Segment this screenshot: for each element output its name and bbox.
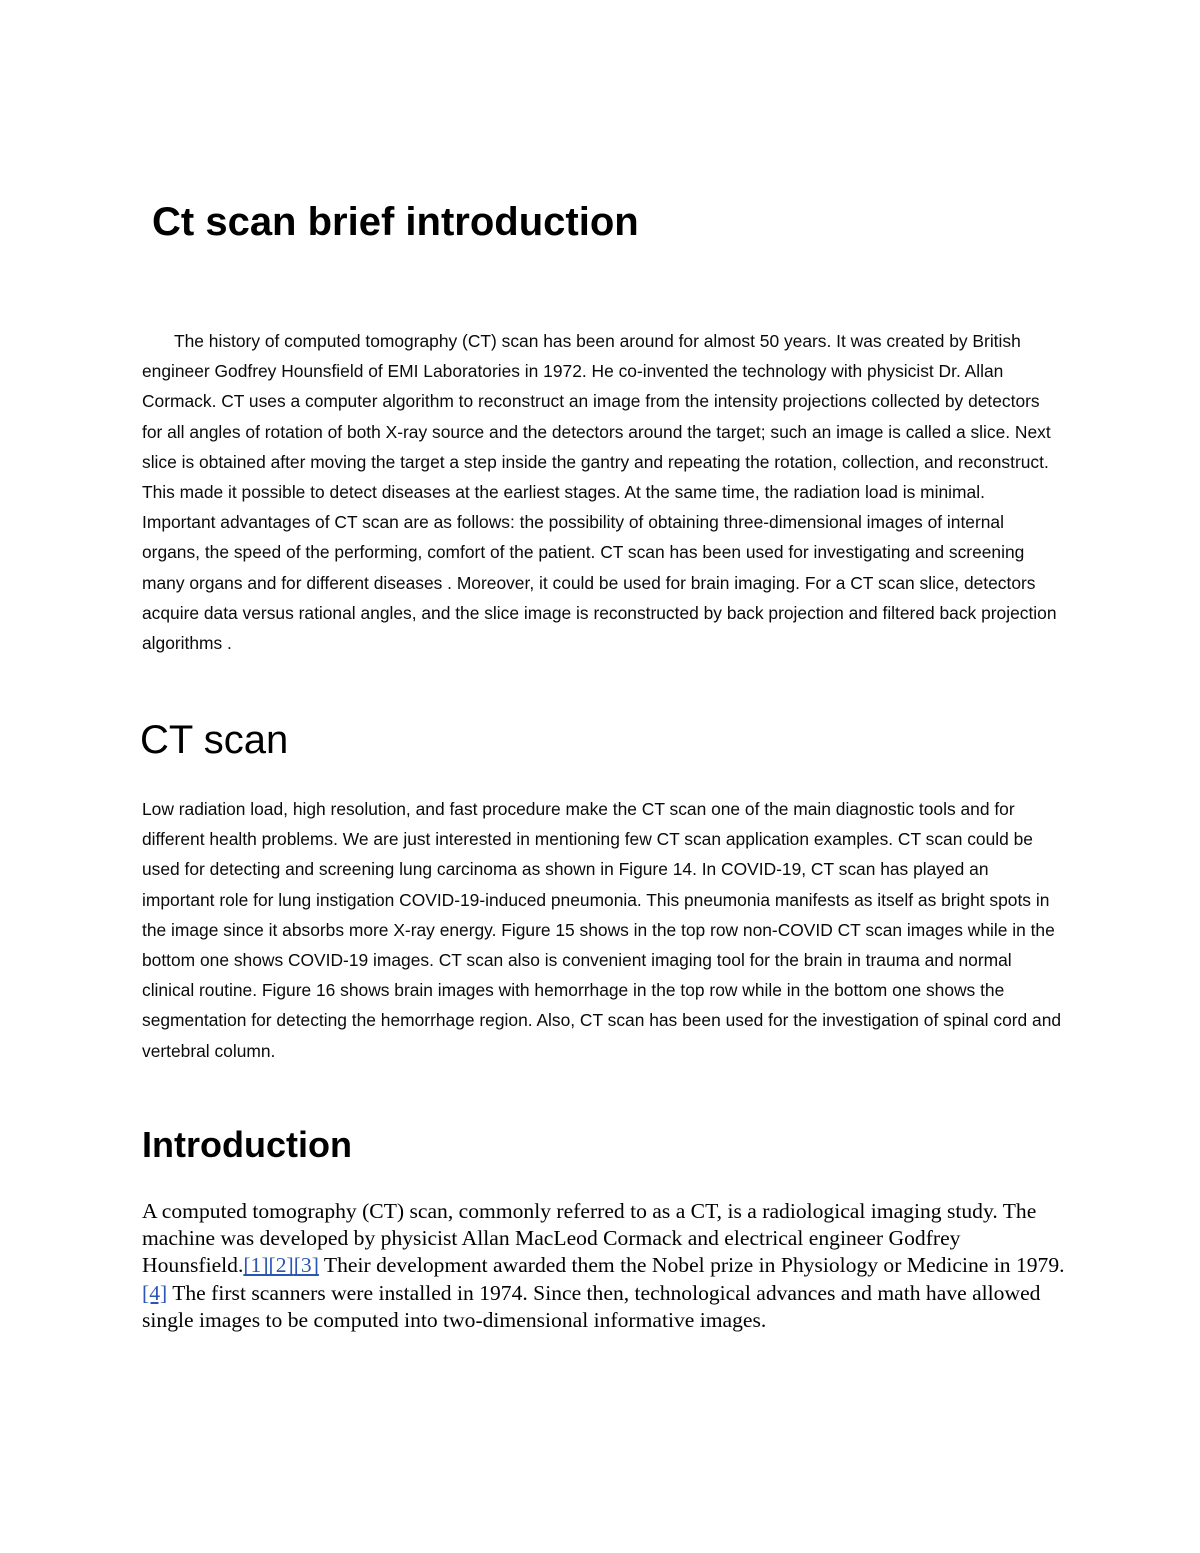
citation-link-2[interactable]: [2] — [268, 1253, 294, 1278]
citation-link-4[interactable]: [4] — [142, 1280, 168, 1305]
intro-paragraph: The history of computed tomography (CT) scan has been around for almost 50 years. It was created by British engineer Godfrey Hounsfield of EMI Laboratories in 1972. He co-invented the technology with physicist Dr. Allan Cormack. CT uses a computer algorithm to reconstruct an image from the intensity projections collected by detectors for all angles of rotation of both X-ray source and the detectors around the target; such an image is called a slice. Next slice is obtained after moving the target a step inside the gantry and repeating the rotation, collection, and reconstruct. This made it possible to detect diseases at the earliest stages. At the same time, the radiation load is minimal. Important advantages of CT scan are as follows: the possibility of obtaining three-dimensional images of internal organs, the speed of the performing, comfort of the patient. CT scan has been used for investigating and screening many organs and for different diseases . Moreover, it could be used for brain imaging. For a CT scan slice, detectors acquire data versus rational angles, and the slice image is reconstructed by back projection and filtered back projection algorithms . — [142, 331, 1057, 654]
introduction-text-part2: Their development awarded them the Nobel prize in Physiology or Medicine in 1979. — [318, 1253, 1065, 1278]
introduction-text-part3: The first scanners were installed in 1974. Since then, technological advances and math have allowed single images to be computed into two-dimensional informative images. — [142, 1280, 1041, 1332]
introduction-text-part1: A computed tomography (CT) scan, commonly referred to as a CT, is a radiological imaging study. The machine was developed by physicist Allan MacLeod Cormack and electrical engineer Godfrey Hounsfield. — [142, 1199, 1037, 1278]
citation-link-3[interactable]: [3] — [293, 1253, 319, 1278]
ct-scan-paragraph: Low radiation load, high resolution, and fast procedure make the CT scan one of the main diagnostic tools and for different health problems. We are just interested in mentioning few CT scan application examples. CT scan could be used for detecting and screening lung carcinoma as shown in Figure 14. In COVID-19, CT scan has played an important role for lung instigation COVID-19-induced pneumonia. This pneumonia manifests as itself as bright spots in the image since it absorbs more X-ray energy. Figure 15 shows in the top row non-COVID CT scan images while in the bottom one shows COVID-19 images. CT scan also is convenient imaging tool for the brain in trauma and normal clinical routine. Figure 16 shows brain images with hemorrhage in the top row while in the bottom one shows the segmentation for detecting the hemorrhage region. Also, CT scan has been used for the investigation of spinal cord and vertebral column. — [142, 799, 1062, 1061]
introduction-paragraph — [142, 1198, 1067, 1334]
citation-link-1[interactable]: [1] — [243, 1253, 269, 1278]
introduction-heading: Introduction — [142, 1124, 352, 1165]
ct-scan-heading: CT scan — [140, 718, 289, 762]
document-title: Ct scan brief introduction — [152, 200, 639, 244]
